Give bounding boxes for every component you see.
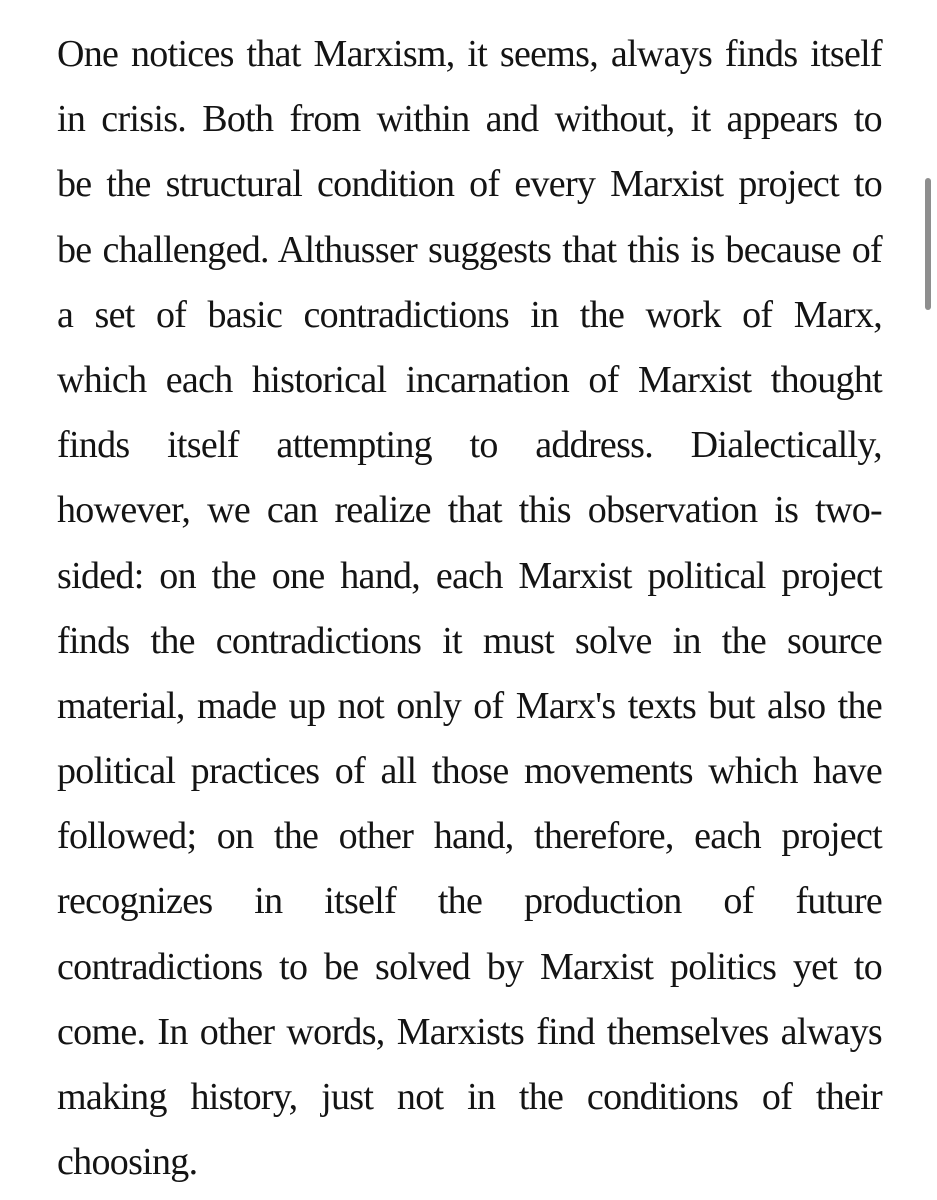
passage-line-17: making history, just not in the conditions of their bbox=[57, 1076, 882, 1118]
passage-line-9: sided: on the one hand, each Marxist political project bbox=[57, 554, 882, 597]
scrollbar-thumb[interactable] bbox=[925, 178, 931, 310]
passage-line-3: be the structural condition of every Marxist project to bbox=[57, 163, 882, 206]
passage-line-11: material, made up not only of Marx's texts but also the bbox=[57, 684, 882, 727]
passage-line-6: which each historical incarnation of Marxist thought bbox=[57, 358, 882, 401]
passage-paragraph bbox=[57, 22, 882, 1195]
vertical-scrollbar[interactable] bbox=[921, 0, 937, 1200]
passage-line-14: recognizes in itself the production of future bbox=[57, 880, 882, 923]
passage-line-2: in crisis. Both from within and without, it appears to bbox=[57, 98, 882, 141]
passage-line-12: political practices of all those movements which have bbox=[57, 750, 882, 793]
passage-line-8: however, we can realize that this observation is two- bbox=[57, 489, 882, 532]
passage-line-16: come. In other words, Marxists find themselves always bbox=[57, 1010, 882, 1053]
passage-line-10: finds the contradictions it must solve in the source bbox=[57, 619, 882, 662]
passage-line-13: followed; on the other hand, therefore, each project bbox=[57, 815, 882, 858]
passage-line-1: One notices that Marxism, it seems, always finds itself bbox=[57, 33, 882, 75]
passage-line-5: a set of basic contradictions in the work of Marx, bbox=[57, 293, 882, 336]
passage-line-4: be challenged. Althusser suggests that this is because of bbox=[57, 228, 882, 271]
passage-line-15: contradictions to be solved by Marxist politics yet to bbox=[57, 945, 882, 988]
passage-line-7: finds itself attempting to address. Dialectically, bbox=[57, 424, 882, 467]
passage-line-18: choosing. bbox=[57, 1141, 198, 1184]
